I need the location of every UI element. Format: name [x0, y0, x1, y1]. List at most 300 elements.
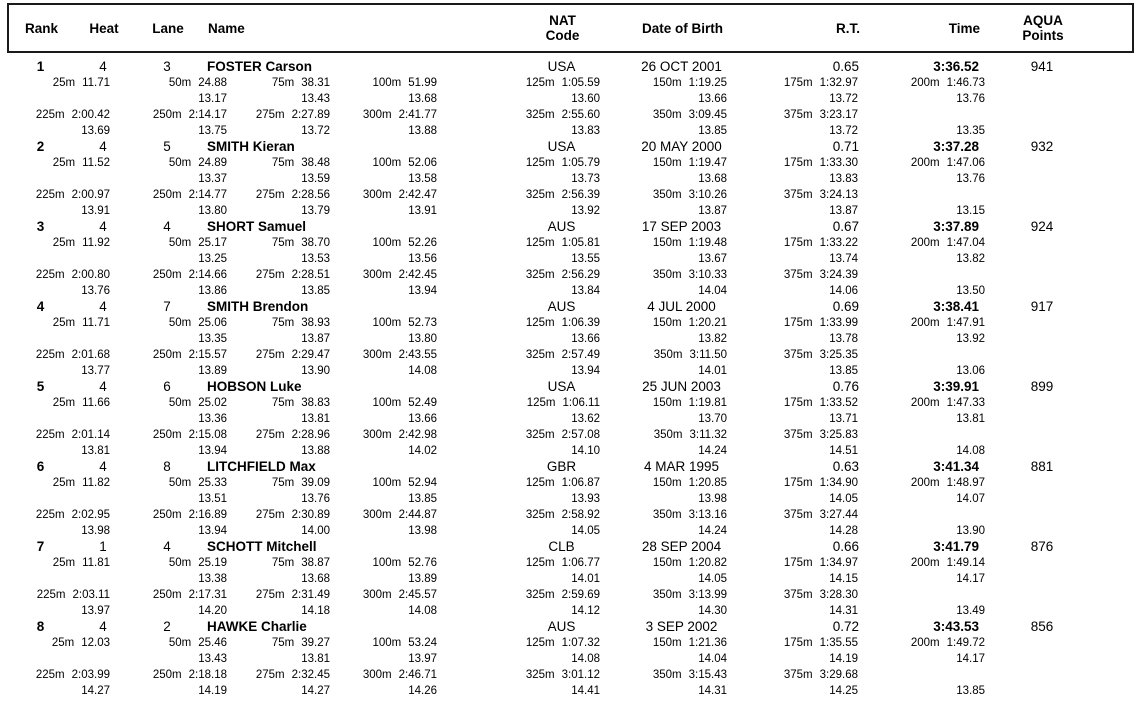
split-distance-label: 150m [652, 637, 682, 649]
split-cell [600, 427, 727, 443]
lap-time-value: 13.17 [198, 93, 227, 105]
split-distance-label: 325m [525, 349, 555, 361]
split-time-value: 1:07.32 [561, 637, 600, 649]
split-distance-label: 100m [372, 237, 402, 249]
split-distance-label: 325m [525, 669, 555, 681]
split-time-value: 1:35.55 [819, 637, 858, 649]
split-time-value: 52.26 [408, 237, 437, 249]
split-distance-label: 350m [653, 429, 683, 441]
lap-time-value: 13.74 [829, 253, 858, 265]
laps-row-50-200 [8, 331, 1141, 347]
date-of-birth-value: 17 SEP 2003 [641, 219, 722, 234]
split-time-value: 2:42.45 [398, 269, 437, 281]
split-time-value: 1:46.73 [946, 77, 985, 89]
split-cell [600, 587, 727, 603]
split-distance-label: 25m [52, 477, 76, 489]
lap-time-value: 13.84 [571, 285, 600, 297]
split-cell [600, 395, 727, 411]
split-cell [727, 155, 858, 171]
split-distance-label: 200m [910, 557, 940, 569]
split-cell [227, 155, 330, 171]
lap-empty-cell [8, 651, 110, 667]
lap-time-value: 13.94 [408, 285, 437, 297]
lap-time-value: 14.51 [829, 445, 858, 457]
lap-time-value: 14.27 [301, 685, 330, 697]
split-time-value: 1:47.06 [946, 157, 985, 169]
lap-time-value: 13.51 [198, 493, 227, 505]
split-time-value: 2:28.56 [291, 189, 330, 201]
split-cell [110, 75, 227, 91]
split-time-value: 2:16.89 [188, 509, 227, 521]
split-time-value: 2:31.49 [291, 589, 330, 601]
lap-time-value: 13.43 [301, 93, 330, 105]
split-cell [600, 235, 727, 251]
split-time-value: 3:13.99 [688, 589, 727, 601]
split-time-value: 51.99 [408, 77, 437, 89]
laps-row-225-400 [8, 203, 1141, 219]
split-time-value: 2:42.47 [398, 189, 437, 201]
split-distance-label: 125m [525, 317, 555, 329]
split-cell [600, 267, 727, 283]
nat-code-value: USA [547, 379, 576, 394]
split-time-value: 2:00.97 [71, 189, 110, 201]
split-time-value: 2:44.87 [398, 509, 437, 521]
split-cell [858, 635, 985, 651]
lap-time-value: 13.66 [571, 333, 600, 345]
split-distance-label: 75m [271, 157, 295, 169]
header-time: Time [948, 20, 980, 36]
swimmer-name: SMITH Kieran [207, 139, 295, 154]
nat-code-value: GBR [546, 459, 577, 474]
split-distance-label: 325m [525, 429, 555, 441]
result-main-row [8, 379, 1141, 395]
split-time-value: 2:28.51 [291, 269, 330, 281]
header-lane: Lane [152, 20, 184, 36]
heat-value: 1 [99, 539, 107, 554]
split-cell [727, 667, 858, 683]
lap-time-value: 13.35 [198, 333, 227, 345]
lap-time-value: 13.49 [956, 605, 985, 617]
split-cell [600, 347, 727, 363]
lap-time-value: 14.05 [698, 573, 727, 585]
split-distance-label: 200m [910, 397, 940, 409]
split-time-value: 1:34.97 [819, 557, 858, 569]
split-time-value: 3:15.43 [688, 669, 727, 681]
header-aqua-points: AQUA Points [1022, 13, 1064, 43]
lap-time-value: 13.82 [698, 333, 727, 345]
split-distance-label: 75m [271, 637, 295, 649]
split-time-value: 1:20.82 [688, 557, 727, 569]
split-distance-label: 150m [652, 77, 682, 89]
split-cell [227, 507, 330, 523]
split-time-value: 3:01.12 [561, 669, 600, 681]
split-time-value: 2:14.66 [188, 269, 227, 281]
lap-empty-cell [8, 491, 110, 507]
date-of-birth-value: 26 OCT 2001 [641, 59, 722, 74]
lap-time-value: 13.68 [698, 173, 727, 185]
split-time-value: 2:00.80 [71, 269, 110, 281]
split-time-value: 52.49 [408, 397, 437, 409]
lap-time-value: 13.66 [408, 413, 437, 425]
split-cell [8, 107, 110, 123]
lap-time-value: 13.85 [698, 125, 727, 137]
split-time-value: 38.48 [301, 157, 330, 169]
split-time-value: 1:33.52 [819, 397, 858, 409]
header-rank: Rank [24, 20, 58, 36]
aqua-points-value: 924 [1030, 219, 1054, 234]
split-cell [8, 267, 110, 283]
split-distance-label: 300m [362, 349, 392, 361]
split-distance-label: 200m [910, 237, 940, 249]
split-distance-label: 75m [271, 477, 295, 489]
split-time-value: 53.24 [408, 637, 437, 649]
split-cell [600, 155, 727, 171]
split-distance-label: 350m [652, 189, 682, 201]
split-distance-label: 175m [783, 317, 813, 329]
laps-row-225-400 [8, 523, 1141, 539]
split-cell [110, 347, 227, 363]
split-cell [227, 475, 330, 491]
lap-time-value: 14.10 [571, 445, 600, 457]
split-cell [227, 667, 330, 683]
split-time-value: 38.93 [301, 317, 330, 329]
split-distance-label: 25m [52, 77, 76, 89]
split-time-value: 11.66 [82, 397, 110, 409]
reaction-time-value: 0.65 [832, 59, 859, 74]
split-cell [437, 587, 600, 603]
split-time-value: 38.87 [301, 557, 330, 569]
splits-row-25-200 [8, 315, 1141, 331]
lap-time-value: 13.73 [571, 173, 600, 185]
lap-time-value: 14.01 [571, 573, 600, 585]
split-distance-label: 150m [652, 557, 682, 569]
split-cell [858, 155, 985, 171]
result-row-block [0, 299, 1141, 379]
split-distance-label: 125m [525, 237, 555, 249]
laps-row-50-200 [8, 491, 1141, 507]
split-time-value: 39.27 [301, 637, 330, 649]
final-time-value: 3:38.41 [933, 299, 979, 314]
split-cell [110, 155, 227, 171]
lane-value: 4 [163, 219, 171, 234]
heat-value: 4 [99, 219, 107, 234]
split-cell [227, 187, 330, 203]
split-cell [600, 187, 727, 203]
header-reaction-time: R.T. [835, 20, 860, 36]
split-distance-label: 350m [652, 589, 682, 601]
split-distance-label: 50m [168, 237, 192, 249]
lap-time-value: 13.70 [698, 413, 727, 425]
split-distance-label: 275m [255, 189, 285, 201]
date-of-birth-value: 4 JUL 2000 [647, 299, 716, 314]
date-of-birth-value: 3 SEP 2002 [645, 619, 718, 634]
split-time-value: 2:41.77 [398, 109, 437, 121]
split-distance-label: 25m [52, 157, 76, 169]
split-time-value: 25.17 [198, 237, 227, 249]
date-of-birth-value: 28 SEP 2004 [641, 539, 722, 554]
split-cell [727, 555, 858, 571]
split-time-value: 1:48.97 [946, 477, 985, 489]
split-cell [8, 75, 110, 91]
split-time-value: 1:20.21 [688, 317, 727, 329]
header-name: Name [208, 20, 245, 36]
split-time-value: 3:27.44 [819, 509, 858, 521]
split-distance-label: 200m [910, 157, 940, 169]
split-distance-label: 25m [52, 237, 76, 249]
split-distance-label: 375m [783, 669, 813, 681]
swimmer-name: HAWKE Charlie [207, 619, 307, 634]
split-distance-label: 175m [783, 237, 813, 249]
splits-row-225-375 [8, 347, 1141, 363]
lane-value: 5 [163, 139, 171, 154]
splits-row-225-375 [8, 427, 1141, 443]
split-cell [330, 427, 437, 443]
split-time-value: 2:32.45 [291, 669, 330, 681]
split-cell [858, 395, 985, 411]
reaction-time-value: 0.72 [832, 619, 859, 634]
lap-time-value: 13.76 [956, 93, 985, 105]
split-distance-label: 25m [52, 397, 76, 409]
split-time-value: 3:13.16 [688, 509, 727, 521]
result-main-row [8, 619, 1141, 635]
lap-time-value: 13.35 [956, 125, 985, 137]
split-time-value: 2:55.60 [561, 109, 600, 121]
result-main-row [8, 219, 1141, 235]
header-heat: Heat [89, 20, 119, 36]
split-distance-label: 250m [152, 109, 182, 121]
split-time-value: 11.52 [82, 157, 110, 169]
laps-row-225-400 [8, 283, 1141, 299]
split-empty-cell [858, 507, 985, 523]
split-cell [8, 427, 110, 443]
split-time-value: 1:34.90 [819, 477, 858, 489]
reaction-time-value: 0.66 [832, 539, 859, 554]
split-time-value: 11.81 [82, 557, 110, 569]
heat-value: 4 [99, 619, 107, 634]
lap-time-value: 13.88 [301, 445, 330, 457]
lane-value: 2 [163, 619, 171, 634]
split-cell [110, 395, 227, 411]
split-cell [8, 347, 110, 363]
split-time-value: 3:10.26 [688, 189, 727, 201]
split-distance-label: 100m [372, 637, 402, 649]
lap-time-value: 13.25 [198, 253, 227, 265]
lap-time-value: 13.67 [698, 253, 727, 265]
lap-time-value: 13.82 [956, 253, 985, 265]
split-distance-label: 275m [255, 509, 285, 521]
splits-row-225-375 [8, 587, 1141, 603]
split-distance-label: 125m [526, 397, 556, 409]
split-cell [600, 667, 727, 683]
split-empty-cell [858, 267, 985, 283]
split-distance-label: 75m [271, 557, 295, 569]
final-time-value: 3:37.28 [933, 139, 979, 154]
split-distance-label: 325m [525, 189, 555, 201]
lap-time-value: 14.31 [829, 605, 858, 617]
lap-time-value: 13.92 [956, 333, 985, 345]
split-time-value: 1:21.36 [688, 637, 727, 649]
final-time-value: 3:36.52 [933, 59, 979, 74]
split-time-value: 1:19.25 [688, 77, 727, 89]
split-cell [330, 667, 437, 683]
swimmer-name: SCHOTT Mitchell [207, 539, 317, 554]
split-time-value: 2:42.98 [398, 429, 437, 441]
split-cell [437, 315, 600, 331]
split-distance-label: 250m [152, 509, 182, 521]
splits-row-225-375 [8, 667, 1141, 683]
lap-empty-cell [8, 91, 110, 107]
heat-value: 4 [99, 459, 107, 474]
split-time-value: 2:01.14 [71, 429, 110, 441]
split-distance-label: 100m [372, 557, 402, 569]
split-distance-label: 100m [372, 477, 402, 489]
lane-value: 3 [163, 59, 171, 74]
reaction-time-value: 0.76 [832, 379, 859, 394]
split-distance-label: 25m [52, 317, 76, 329]
lap-time-value: 13.58 [408, 173, 437, 185]
lap-time-value: 14.07 [956, 493, 985, 505]
split-distance-label: 175m [783, 157, 813, 169]
lap-time-value: 13.85 [408, 493, 437, 505]
split-distance-label: 50m [168, 157, 192, 169]
rank-value: 6 [36, 459, 45, 474]
split-distance-label: 200m [910, 477, 940, 489]
split-cell [437, 347, 600, 363]
lap-time-value: 13.79 [301, 205, 330, 217]
lap-time-value: 13.90 [301, 365, 330, 377]
split-distance-label: 125m [525, 77, 555, 89]
lap-time-value: 14.19 [829, 653, 858, 665]
laps-row-225-400 [8, 443, 1141, 459]
lap-time-value: 14.31 [698, 685, 727, 697]
split-distance-label: 350m [652, 669, 682, 681]
split-cell [600, 635, 727, 651]
lap-time-value: 14.15 [829, 573, 858, 585]
split-distance-label: 50m [168, 637, 192, 649]
lap-time-value: 14.12 [571, 605, 600, 617]
split-distance-label: 375m [783, 349, 813, 361]
lap-time-value: 13.76 [81, 285, 110, 297]
splits-row-25-200 [8, 235, 1141, 251]
split-cell [8, 475, 110, 491]
lap-time-value: 13.98 [698, 493, 727, 505]
split-cell [227, 587, 330, 603]
split-cell [227, 107, 330, 123]
split-cell [437, 555, 600, 571]
split-distance-label: 75m [271, 317, 295, 329]
lap-time-value: 13.86 [198, 285, 227, 297]
lap-time-value: 13.55 [571, 253, 600, 265]
split-distance-label: 125m [525, 637, 555, 649]
split-distance-label: 150m [652, 317, 682, 329]
split-time-value: 2:14.17 [188, 109, 227, 121]
split-distance-label: 325m [525, 269, 555, 281]
split-time-value: 2:29.47 [291, 349, 330, 361]
lap-empty-cell [8, 171, 110, 187]
split-distance-label: 325m [525, 589, 555, 601]
split-cell [227, 315, 330, 331]
split-time-value: 1:05.59 [561, 77, 600, 89]
final-time-value: 3:41.34 [933, 459, 979, 474]
split-cell [330, 395, 437, 411]
lap-time-value: 13.90 [956, 525, 985, 537]
laps-row-50-200 [8, 91, 1141, 107]
split-time-value: 11.71 [82, 317, 110, 329]
split-cell [858, 475, 985, 491]
split-time-value: 11.71 [82, 77, 110, 89]
lap-time-value: 13.53 [301, 253, 330, 265]
split-cell [227, 75, 330, 91]
lap-time-value: 14.05 [829, 493, 858, 505]
header-nat-code: NAT Code [545, 13, 580, 43]
aqua-points-value: 881 [1030, 459, 1054, 474]
split-time-value: 2:27.89 [291, 109, 330, 121]
lap-empty-cell [8, 411, 110, 427]
lap-time-value: 13.68 [301, 573, 330, 585]
split-distance-label: 50m [168, 557, 192, 569]
lap-time-value: 14.08 [408, 365, 437, 377]
reaction-time-value: 0.69 [832, 299, 859, 314]
splits-row-25-200 [8, 155, 1141, 171]
lap-time-value: 13.78 [829, 333, 858, 345]
split-time-value: 3:24.39 [819, 269, 858, 281]
split-distance-label: 250m [152, 349, 182, 361]
result-row-block [0, 219, 1141, 299]
results-table-header [7, 3, 1134, 53]
split-cell [727, 475, 858, 491]
split-distance-label: 250m [152, 589, 182, 601]
split-distance-label: 225m [35, 669, 65, 681]
lap-time-value: 14.18 [301, 605, 330, 617]
split-distance-label: 225m [35, 349, 65, 361]
split-cell [330, 507, 437, 523]
reaction-time-value: 0.67 [832, 219, 859, 234]
swimmer-name: LITCHFIELD Max [207, 459, 316, 474]
lap-time-value: 13.68 [408, 93, 437, 105]
rank-value: 8 [36, 619, 45, 634]
rank-value: 4 [36, 299, 45, 314]
split-distance-label: 350m [652, 269, 682, 281]
split-distance-label: 275m [255, 669, 285, 681]
lap-time-value: 14.08 [408, 605, 437, 617]
split-cell [437, 635, 600, 651]
laps-row-50-200 [8, 411, 1141, 427]
split-cell [727, 315, 858, 331]
lap-time-value: 14.27 [81, 685, 110, 697]
split-distance-label: 375m [783, 109, 813, 121]
split-cell [110, 187, 227, 203]
lap-time-value: 13.89 [408, 573, 437, 585]
lap-time-value: 13.15 [956, 205, 985, 217]
lap-time-value: 13.75 [198, 125, 227, 137]
split-cell [437, 267, 600, 283]
split-cell [110, 267, 227, 283]
lap-time-value: 13.72 [829, 93, 858, 105]
split-time-value: 52.06 [408, 157, 437, 169]
result-row-block [0, 459, 1141, 539]
split-cell [110, 635, 227, 651]
split-cell [227, 235, 330, 251]
split-cell [8, 507, 110, 523]
split-cell [227, 427, 330, 443]
split-time-value: 2:28.96 [291, 429, 330, 441]
lane-value: 7 [163, 299, 171, 314]
split-time-value: 1:19.48 [688, 237, 727, 249]
split-cell [437, 235, 600, 251]
split-distance-label: 25m [52, 557, 76, 569]
final-time-value: 3:39.91 [933, 379, 979, 394]
lap-time-value: 13.85 [829, 365, 858, 377]
